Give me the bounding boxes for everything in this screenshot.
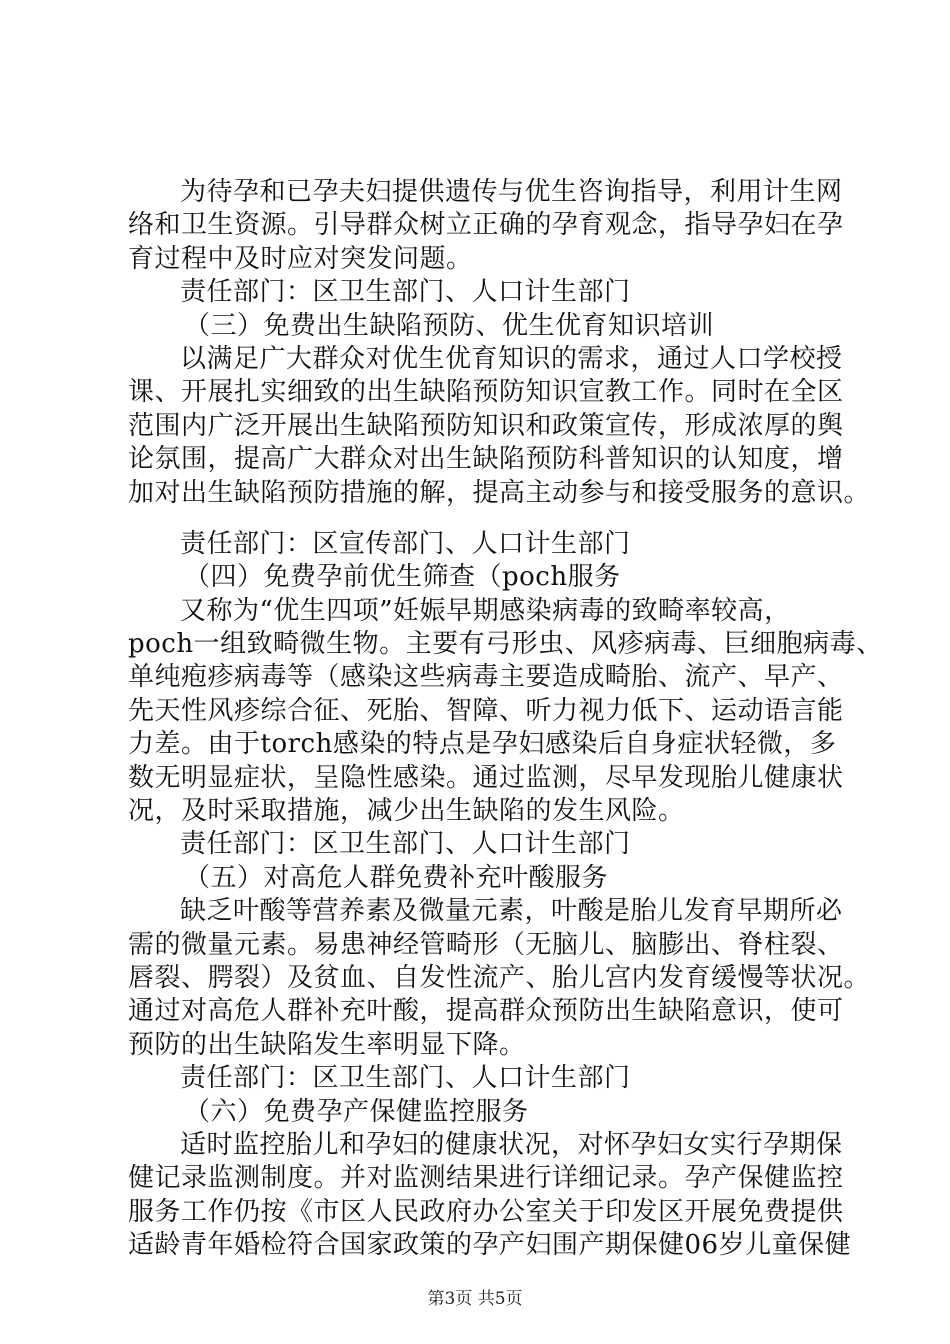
paragraph-line: 课、开展扎实细致的出生缺陷预防知识宣教工作。同时在全区 xyxy=(128,377,844,408)
paragraph-line: 力差。由于torch感染的特点是孕妇感染后自身症状轻微，多 xyxy=(128,729,837,760)
paragraph-line: 数无明显症状，呈隐性感染。通过监测，尽早发现胎儿健康状 xyxy=(128,762,844,793)
paragraph xyxy=(128,176,848,276)
paragraph xyxy=(128,595,883,829)
paragraph-line: poch一组致畸微生物。主要有弓形虫、风疹病毒、巨细胞病毒、 xyxy=(128,629,883,660)
paragraph-line: 预防的出生缺陷发生率明显下降。 xyxy=(128,1029,526,1060)
responsible-department: 责任部门：区卫生部门、人口计生部门 xyxy=(180,277,631,308)
paragraph-line: 唇裂、腭裂）及贫血、自发性流产、胎儿宫内发育缓慢等状况。 xyxy=(128,962,871,993)
paragraph-line: 服务工作仍按《市区人民政府办公室关于印发区开展免费提供 xyxy=(128,1196,844,1227)
section-heading: （四）免费孕前优生筛查（poch服务 xyxy=(184,562,621,593)
paragraph xyxy=(128,1129,852,1263)
responsible-department: 责任部门：区卫生部门、人口计生部门 xyxy=(180,829,631,860)
paragraph-line: 况，及时采取措施，减少出生缺陷的发生风险。 xyxy=(128,796,685,827)
paragraph-line: 通过对高危人群补充叶酸，提高群众预防出生缺陷意识，使可 xyxy=(128,996,844,1027)
paragraph-line: 适时监控胎儿和孕妇的健康状况，对怀孕妇女实行孕期保 xyxy=(180,1129,843,1160)
paragraph-line: 需的微量元素。易患神经管畸形（无脑儿、脑膨出、脊柱裂、 xyxy=(128,929,844,960)
document-body xyxy=(128,176,883,1263)
responsible-department: 责任部门：区宣传部门、人口计生部门 xyxy=(180,528,631,559)
paragraph xyxy=(128,895,871,1062)
paragraph-line: 单纯疱疹病毒等（感染这些病毒主要造成畸胎、流产、早产、 xyxy=(128,662,844,693)
page-footer: 第3页 共5页 xyxy=(427,1289,523,1309)
paragraph-line: 育过程中及时应对突发问题。 xyxy=(128,243,473,274)
paragraph-line: 以满足广大群众对优生优育知识的需求，通过人口学校授 xyxy=(180,343,843,374)
paragraph-line: 又称为“优生四项”妊娠早期感染病毒的致畸率较高， xyxy=(180,595,791,626)
paragraph-line: 先天性风疹综合征、死胎、智障、听力视力低下、运动语言能 xyxy=(128,695,844,726)
responsible-department: 责任部门：区卫生部门、人口计生部门 xyxy=(180,1063,631,1094)
paragraph-line: 论氛围，提高广大群众对出生缺陷预防科普知识的认知度，增 xyxy=(128,444,844,475)
section-heading: （五）对高危人群免费补充叶酸服务 xyxy=(184,862,609,893)
paragraph-line: 健记录监测制度。并对监测结果进行详细记录。孕产保健监控 xyxy=(128,1163,844,1194)
paragraph-line: 缺乏叶酸等营养素及微量元素，叶酸是胎儿发育早期所必 xyxy=(180,896,843,927)
section-heading: （三）免费出生缺陷预防、优生优育知识培训 xyxy=(184,310,715,341)
paragraph-line: 络和卫生资源。引导群众树立正确的孕育观念，指导孕妇在孕 xyxy=(128,210,844,241)
paragraph-line: 加对出生缺陷预防措施的解，提高主动参与和接受服务的意识。 xyxy=(128,477,871,508)
paragraph-line: 范围内广泛开展出生缺陷预防知识和政策宣传，形成浓厚的舆 xyxy=(128,410,844,441)
section-heading: （六）免费孕产保健监控服务 xyxy=(184,1096,529,1127)
paragraph xyxy=(128,343,871,510)
paragraph-line: 适龄青年婚检符合国家政策的孕产妇围产期保健06岁儿童保健 xyxy=(128,1230,852,1261)
paragraph-gap xyxy=(128,510,848,528)
paragraph-line: 为待孕和已孕夫妇提供遗传与优生咨询指导，利用计生网 xyxy=(180,177,843,207)
